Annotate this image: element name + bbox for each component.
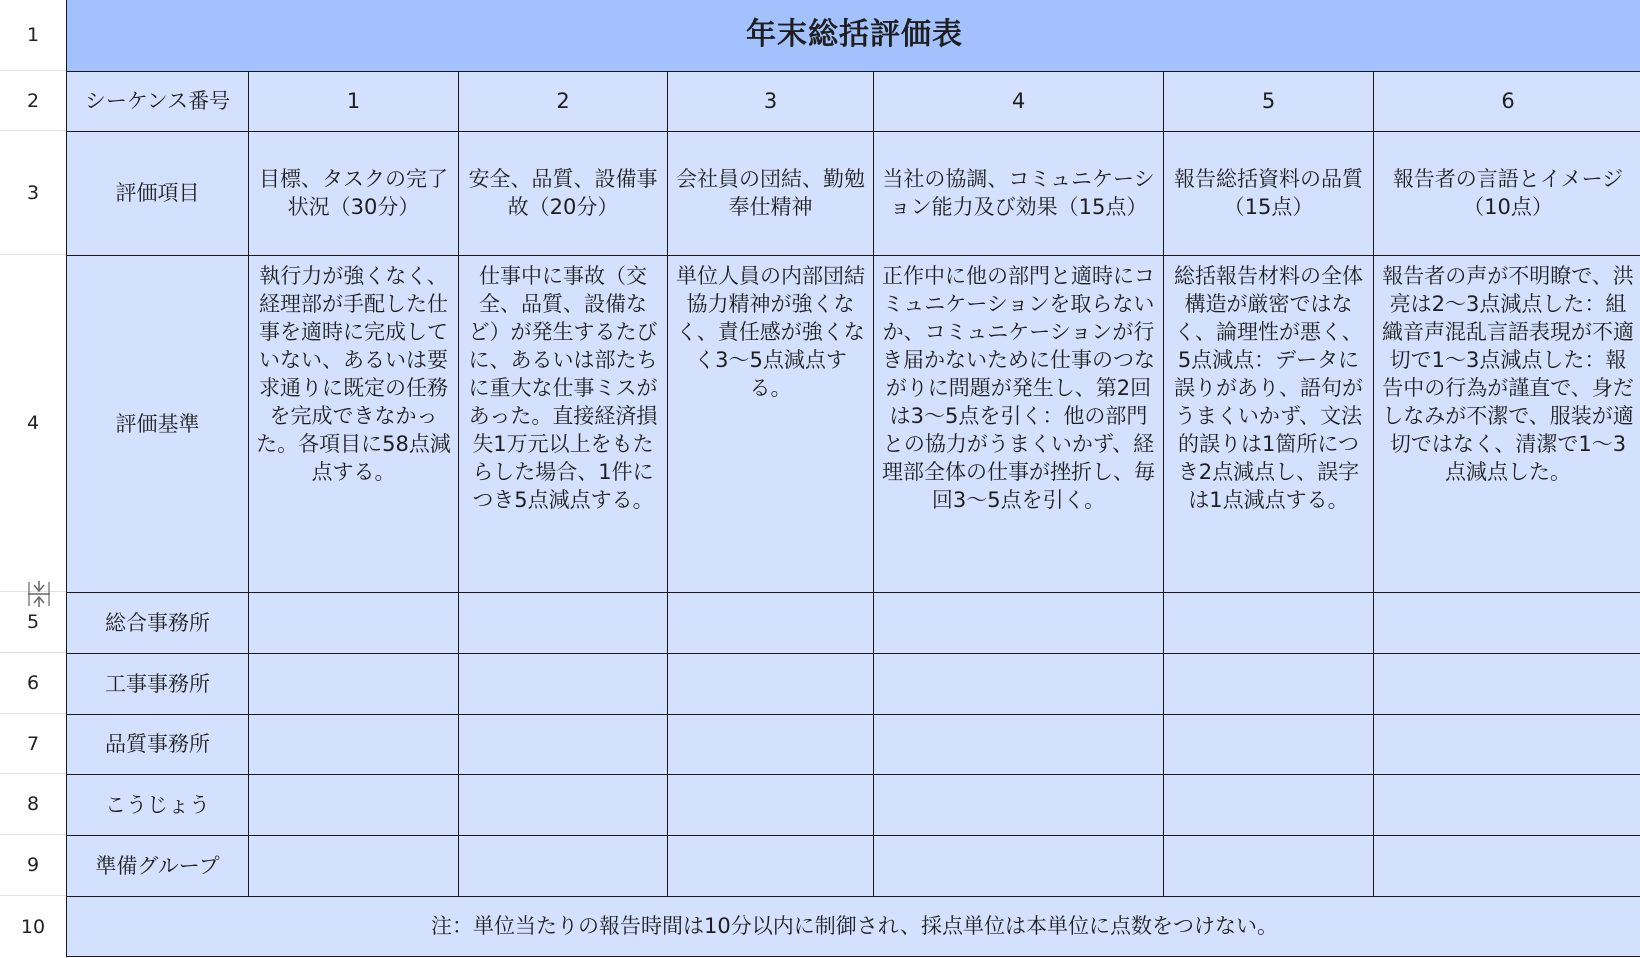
department-cell-quality[interactable]: 品質事務所	[67, 714, 249, 774]
score-cell[interactable]	[249, 835, 459, 896]
score-cell[interactable]	[668, 774, 874, 835]
department-cell-preparation[interactable]: 準備グループ	[67, 835, 249, 896]
footnote-cell[interactable]: 注：単位当たりの報告時間は10分以内に制御され、採点単位は本単位に点数をつけない。	[67, 896, 1640, 956]
row-number-3[interactable]: 3	[0, 131, 66, 255]
department-cell-construction[interactable]: 工事事務所	[67, 653, 249, 714]
score-cell[interactable]	[668, 653, 874, 714]
score-cell[interactable]	[249, 592, 459, 653]
criteria-cell-1[interactable]: 執行力が強くなく、経理部が手配した仕事を適時に完成していない、あるいは要求通りに既定の任務を完成できなかった。各項目に58点減点する。	[249, 255, 459, 592]
score-cell[interactable]	[249, 774, 459, 835]
sequence-cell-5[interactable]: 5	[1164, 71, 1374, 131]
score-cell[interactable]	[1374, 592, 1640, 653]
criteria-cell-6[interactable]: 報告者の声が不明瞭で、洪亮は2～3点減点した：組織音声混乱言語表現が不適切で1～3点減点した：報告中の行為が謹直で、身だしなみが不潔で、服装が適切ではなく、清潔で1～3点減点した。	[1374, 255, 1640, 592]
table-row	[67, 835, 1640, 896]
criteria-header-cell[interactable]: 評価基準	[67, 255, 249, 592]
item-cell-4[interactable]: 当社の協調、コミュニケーション能力及び効果（15点）	[874, 131, 1164, 255]
row-number-7[interactable]: 7	[0, 714, 66, 774]
score-cell[interactable]	[1164, 774, 1374, 835]
score-cell[interactable]	[668, 592, 874, 653]
row-number-9[interactable]: 9	[0, 835, 66, 896]
row-number-2[interactable]: 2	[0, 71, 66, 131]
sequence-header-cell[interactable]: シーケンス番号	[67, 71, 249, 131]
score-cell[interactable]	[249, 714, 459, 774]
table-row	[67, 714, 1640, 774]
sequence-cell-3[interactable]: 3	[668, 71, 874, 131]
score-cell[interactable]	[1164, 592, 1374, 653]
sequence-cell-1[interactable]: 1	[249, 71, 459, 131]
item-cell-3[interactable]: 会社員の団結、勤勉奉仕精神	[668, 131, 874, 255]
criteria-cell-5[interactable]: 総括報告材料の全体構造が厳密ではなく、論理性が悪く、5点減点：データに誤りがあり、語句がうまくいかず、文法的誤りは1箇所につき2点減点し、誤字は1点減点する。	[1164, 255, 1374, 592]
table-row	[67, 255, 1640, 592]
row-number-1[interactable]: 1	[0, 0, 66, 71]
sequence-cell-4[interactable]: 4	[874, 71, 1164, 131]
item-cell-1[interactable]: 目標、タスクの完了状況（30分）	[249, 131, 459, 255]
score-cell[interactable]	[459, 835, 668, 896]
table-row	[67, 71, 1640, 131]
score-cell[interactable]	[1374, 774, 1640, 835]
score-cell[interactable]	[874, 835, 1164, 896]
score-cell[interactable]	[459, 774, 668, 835]
score-cell[interactable]	[459, 714, 668, 774]
department-cell-general[interactable]: 総合事務所	[67, 592, 249, 653]
evaluation-table	[66, 0, 1640, 957]
table-row	[67, 774, 1640, 835]
score-cell[interactable]	[459, 653, 668, 714]
score-cell[interactable]	[1164, 714, 1374, 774]
score-cell[interactable]	[668, 714, 874, 774]
sequence-cell-6[interactable]: 6	[1374, 71, 1640, 131]
row-number-10[interactable]: 10	[20, 916, 46, 938]
score-cell[interactable]	[1164, 835, 1374, 896]
score-cell[interactable]	[1374, 714, 1640, 774]
table-row	[67, 896, 1640, 956]
score-cell[interactable]	[874, 592, 1164, 653]
row-resize-handle-icon[interactable]	[26, 580, 52, 608]
department-cell-factory[interactable]: こうじょう	[67, 774, 249, 835]
item-header-cell[interactable]: 評価項目	[67, 131, 249, 255]
score-cell[interactable]	[459, 592, 668, 653]
criteria-cell-2[interactable]: 仕事中に事故（交全、品質、設備など）が発生するたびに、あるいは部たちに重大な仕事ミスがあった。直接経済損失1万元以上をもたらした場合、1件につき5点減点する。	[459, 255, 668, 592]
row-number-6[interactable]: 6	[0, 653, 66, 714]
score-cell[interactable]	[249, 653, 459, 714]
criteria-cell-4[interactable]: 正作中に他の部門と適時にコミュニケーションを取らないか、コミュニケーションが行き届かないために仕事のつながりに問題が発生し、第2回は3～5点を引く：他の部門との協力がうまくいかず、経理部全体の仕事が挫折し、毎回3～5点を引く。	[874, 255, 1164, 592]
score-cell[interactable]	[874, 653, 1164, 714]
score-cell[interactable]	[1164, 653, 1374, 714]
row-number-4[interactable]: 4	[0, 255, 66, 592]
row-header-gutter	[0, 0, 67, 958]
score-cell[interactable]	[874, 714, 1164, 774]
criteria-cell-3[interactable]: 単位人員の内部団結協力精神が強くなく、責任感が強くなく3～5点減点する。	[668, 255, 874, 592]
table-row	[67, 131, 1640, 255]
score-cell[interactable]	[1374, 835, 1640, 896]
table-row	[67, 592, 1640, 653]
score-cell[interactable]	[874, 774, 1164, 835]
row-number-5[interactable]: 5	[0, 592, 66, 653]
table-row	[67, 653, 1640, 714]
item-cell-2[interactable]: 安全、品質、設備事故（20分）	[459, 131, 668, 255]
score-cell[interactable]	[668, 835, 874, 896]
item-cell-6[interactable]: 報告者の言語とイメージ（10点）	[1374, 131, 1640, 255]
item-cell-5[interactable]: 報告総括資料の品質（15点）	[1164, 131, 1374, 255]
row-number-8[interactable]: 8	[0, 774, 66, 835]
score-cell[interactable]	[1374, 653, 1640, 714]
table-title[interactable]: 年末総括評価表	[67, 0, 1640, 71]
sequence-cell-2[interactable]: 2	[459, 71, 668, 131]
